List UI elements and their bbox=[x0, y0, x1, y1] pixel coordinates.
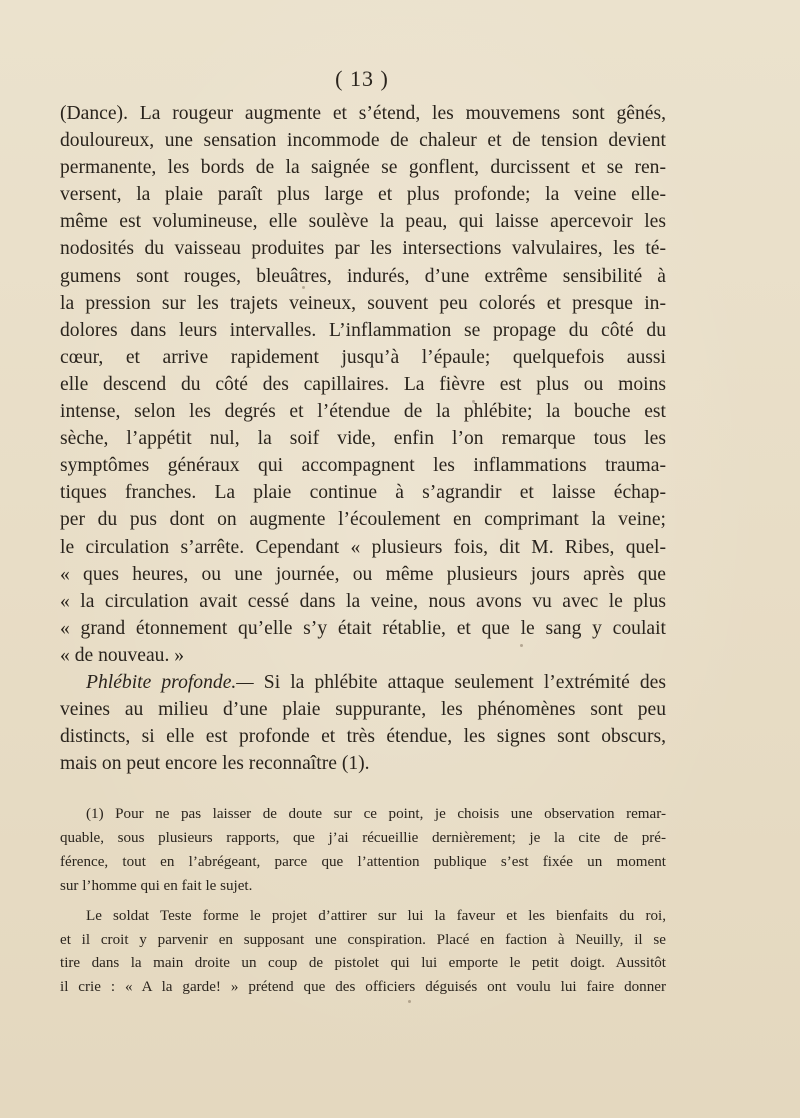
footnote-line: quable, sous plusieurs rapports, que j’ai récueillie dernièrement; je la cite de pré- bbox=[60, 829, 666, 846]
text-line: symptômes généraux qui accompagnent les inflammations trauma- bbox=[60, 455, 666, 477]
text-line: distincts, si elle est profonde et très étendue, les signes sont obscurs, bbox=[60, 726, 666, 748]
text-line: dolores dans leurs intervalles. L’inflammation se propage du côté du bbox=[60, 319, 666, 341]
text-line: cœur, et arrive rapidement jusqu’à l’épaule; quelquefois aussi bbox=[60, 346, 666, 368]
text-line: sèche, l’appétit nul, la soif vide, enfin l’on remarque tous les bbox=[60, 428, 666, 450]
text-line: veines au milieu d’une plaie suppurante, les phénomènes sont peu bbox=[60, 699, 666, 721]
footnote-block bbox=[60, 803, 666, 1000]
text-line: versent, la plaie paraît plus large et plus profonde; la veine elle- bbox=[60, 184, 666, 206]
quotation-line: « la circulation avait cessé dans la veine, nous avons vu avec le plus bbox=[60, 590, 666, 612]
footnote-line: tire dans la main droite un coup de pistolet qui lui emporte le petit doigt. Aussitôt bbox=[60, 955, 666, 972]
text-line: douloureux, une sensation incommode de chaleur et de tension devient bbox=[60, 130, 666, 152]
text-line: mais on peut encore les reconnaître (1). bbox=[60, 753, 370, 775]
text-line: le circulation s’arrête. Cependant « plusieurs fois, dit M. Ribes, quel- bbox=[60, 536, 666, 558]
text-line: per du pus dont on augmente l’écoulement en comprimant la veine; bbox=[60, 509, 666, 531]
text-line: tiques franches. La plaie continue à s’agrandir et laisse échap- bbox=[60, 482, 666, 504]
main-text-block bbox=[60, 100, 666, 777]
section-heading: Phlébite profonde.— bbox=[86, 671, 254, 693]
footnote-line: (1) Pour ne pas laisser de doute sur ce point, je choisis une observation remar- bbox=[86, 806, 666, 822]
section-first-line bbox=[60, 669, 666, 696]
text-line: la pression sur les trajets veineux, souvent peu colorés et presque in- bbox=[60, 292, 666, 314]
text-line: même est volumineuse, elle soulève la peau, qui laisse apercevoir les bbox=[60, 211, 666, 233]
text-line: nodosités du vaisseau produites par les intersections valvulaires, les té- bbox=[60, 238, 666, 260]
paper-spot bbox=[472, 400, 475, 403]
text-line: intense, selon les degrés et l’étendue de la phlébite; la bouche est bbox=[60, 401, 666, 423]
text-line: elle descend du côté des capillaires. La fièvre est plus ou moins bbox=[60, 373, 666, 395]
footnote-line: férence, tout en l’abrégeant, parce que l’attention publique s’est fixée un moment bbox=[60, 853, 666, 870]
text-line: gumens sont rouges, bleuâtres, indurés, d’une extrême sensibilité à bbox=[60, 265, 666, 287]
page-number: ( 13 ) bbox=[335, 66, 389, 91]
footnote-line: sur l’homme qui en fait le sujet. bbox=[60, 877, 253, 894]
text-line: (Dance). La rougeur augmente et s’étend, les mouvemens sont gênés, bbox=[60, 103, 666, 124]
quotation-line: « grand étonnement qu’elle s’y était rétablie, et que le sang y coulait bbox=[60, 617, 666, 639]
section-first-line-text: Si la phlébite attaque seulement l’extrémité des bbox=[253, 671, 666, 693]
quotation-line: « de nouveau. » bbox=[60, 644, 185, 666]
paper-spot bbox=[302, 286, 305, 289]
footnote-line: il crie : « A la garde! » prétend que des officiers déguisés ont voulu lui faire donner bbox=[60, 979, 666, 996]
paper-spot bbox=[520, 644, 523, 647]
quotation-line: « ques heures, ou une journée, ou même plusieurs jours après que bbox=[60, 563, 666, 585]
footnote-line: et il croit y parvenir en supposant une conspiration. Placé en faction à Neuilly, il se bbox=[60, 931, 666, 948]
text-line: permanente, les bords de la saignée se gonflent, durcissent et se ren- bbox=[60, 157, 666, 179]
paper-spot bbox=[408, 1000, 411, 1003]
footnote-line: Le soldat Teste forme le projet d’attirer sur lui la faveur et les bienfaits du roi, bbox=[86, 907, 666, 924]
